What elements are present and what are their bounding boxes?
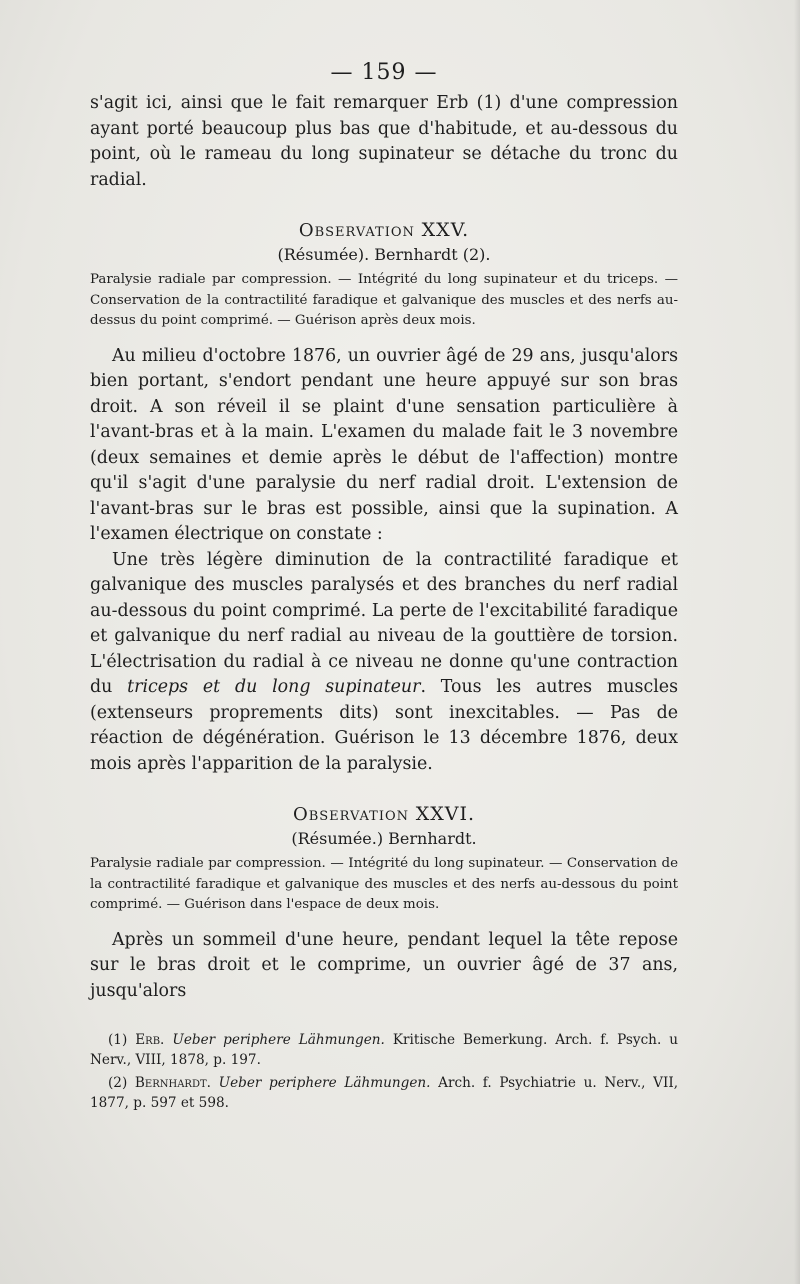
observation-26-title: Observation xyxy=(292,804,409,825)
observation-26-summary: Paralysie radiale par compression. — Intégrité du long supinateur. — Conservation de la contractilité faradique et galvanique des muscles et des nerfs au-dessous du point comprimé. — Guérison dans l'espace de deux mois. xyxy=(90,856,678,912)
footnote-1-author: Erb. xyxy=(135,1032,165,1048)
observation-26-subtitle: (Résumée.) Bernhardt. xyxy=(291,829,477,848)
observation-26-number: XXVI. xyxy=(415,803,476,825)
footnote-1 xyxy=(90,1030,678,1070)
observation-26-paragraph-1: Après un sommeil d'une heure, pendant lequel la tête repose sur le bras droit et le comprime, un ouvrier âgé de 37 ans, jusqu'alors xyxy=(90,929,678,1001)
intro-paragraph: s'agit ici, ainsi que le fait remarquer Erb (1) d'une compression ayant porté beaucoup plus bas que d'habitude, et au-dessous du point, où le rameau du long supinateur se détache du tronc du radial. xyxy=(90,93,678,190)
observation-25-number: XXV. xyxy=(421,219,470,241)
observation-25-paragraph-1: Au milieu d'octobre 1876, un ouvrier âgé de 29 ans, jusqu'alors bien portant, s'endort pendant une heure appuyé sur son bras droit. A son réveil il se plaint d'une sensation particulière à l'avant-bras et à la main. L'examen du malade fait le 3 novembre (deux semaines et demie après le début de l'affection) montre qu'il s'agit d'une paralysie du nerf radial droit. L'extension de l'avant-bras sur le bras est possible, ainsi que la supination. A l'examen électrique on constate : xyxy=(90,345,678,544)
observation-26-heading xyxy=(90,803,678,825)
footnote-2 xyxy=(90,1073,678,1113)
footnote-2-rest: Arch. f. Psychiatrie u. Nerv., VII, 1877, p. 597 et 598. xyxy=(90,1075,679,1111)
observation-25-summary: Paralysie radiale par compression. — Intégrité du long supinateur et du triceps. — Conservation de la contractilité faradique et galvanique des muscles et des nerfs au-dessus du point comprimé. — Guérison après deux mois. xyxy=(90,272,678,328)
footnote-1-marker: (1) xyxy=(108,1032,136,1048)
footnote-1-rest: Kritische Bemerkung. Arch. f. Psych. u Nerv., VIII, 1878, p. 197. xyxy=(90,1032,679,1068)
footnote-2-marker: (2) xyxy=(108,1075,135,1091)
observation-25-paragraph-2-italic: triceps et du long supinateur xyxy=(127,677,421,697)
footnotes xyxy=(90,1030,678,1113)
observation-25-subtitle: (Résumée). Bernhardt (2). xyxy=(277,245,491,264)
observation-25-paragraph-2-start: Une très légère diminution de la contractilité faradique et galvanique des muscles paralysés et des branches du nerf radial au-dessous du point comprimé. La perte de l'excitabilité faradique et galvanique du nerf radial au niveau de la gouttière de torsion. L'électrisation du radial à ce niveau ne donne qu'une contraction du xyxy=(90,549,678,697)
observation-25-paragraph-2-end: . Tous les autres muscles (extenseurs proprements dits) sont inexcitables. — Pas de réaction de dégénération. Guérison le 13 décembre 1876, deux mois après l'apparition de la paralysie. xyxy=(90,677,678,774)
footnote-1-title: Ueber periphere Lähmungen. xyxy=(172,1032,385,1048)
observation-25-paragraph-2 xyxy=(90,548,678,778)
footnote-2-title: Ueber periphere Lähmungen. xyxy=(218,1075,431,1091)
page-content xyxy=(90,60,678,1116)
page-number: — 159 — xyxy=(330,60,438,85)
observation-25-title: Observation xyxy=(298,220,415,241)
observation-25-heading xyxy=(90,219,678,241)
footnote-2-author: Bernhardt. xyxy=(134,1075,211,1091)
